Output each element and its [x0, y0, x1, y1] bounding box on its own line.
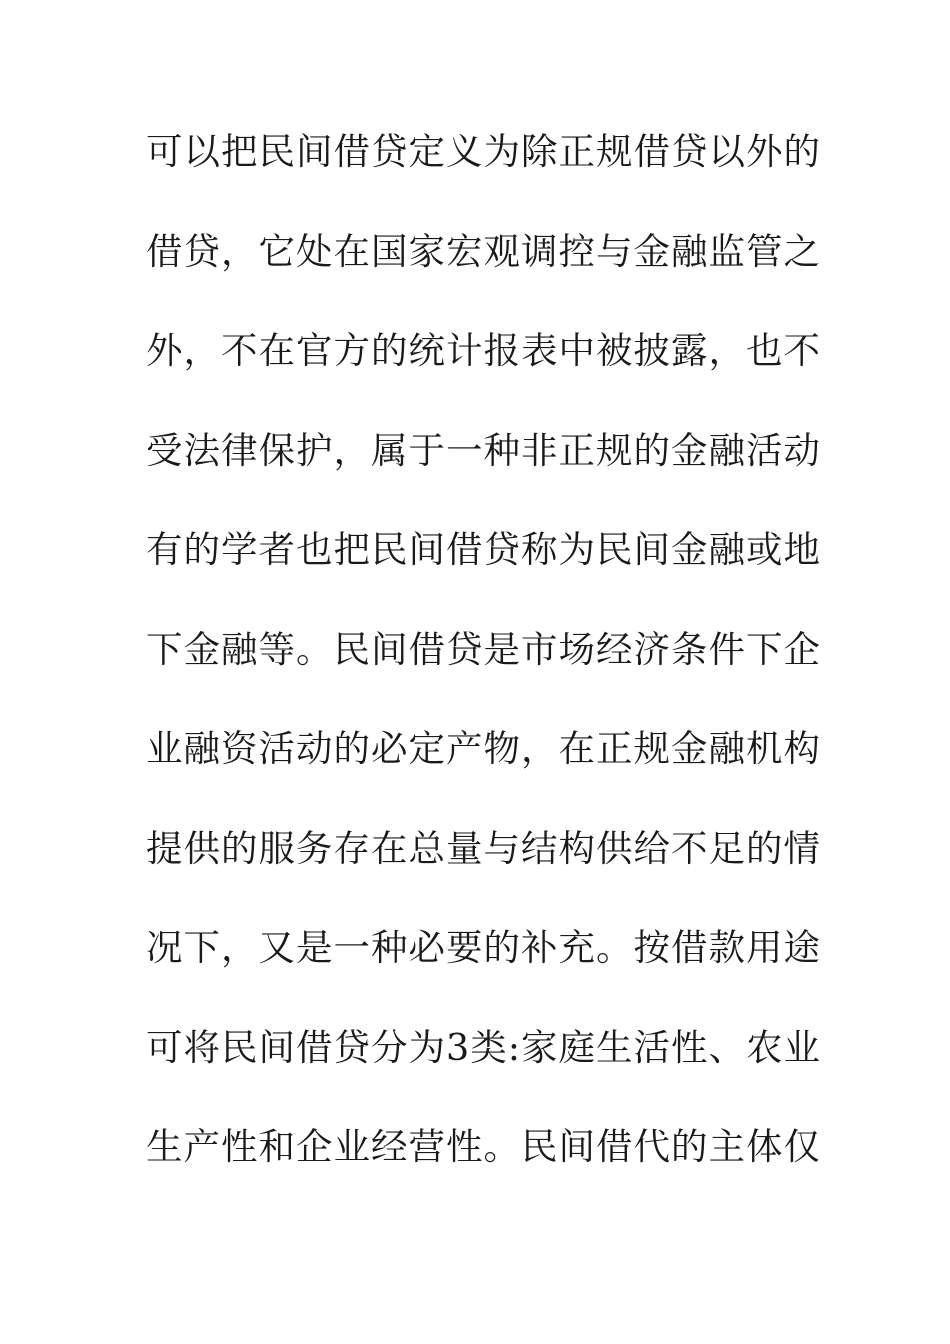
- text-line: 借贷，它处在国家宏观调控与金融监管之: [146, 229, 821, 273]
- text-line: 提供的服务存在总量与结构供给不足的情: [146, 826, 821, 870]
- text-line: 可以把民间借贷定义为除正规借贷以外的: [146, 130, 821, 173]
- text-line: 可将民间借贷分为3类:家庭生活性、农业: [146, 1025, 822, 1069]
- body-paragraph: [146, 122, 826, 1217]
- text-line: 外，不在官方的统计报表中被披露，也不: [146, 329, 821, 372]
- text-line: 业融资活动的必定产物，在正规金融机构: [146, 727, 821, 770]
- text-line: 况下，又是一种必要的补充。按借款用途: [146, 926, 821, 969]
- text-line: 受法律保护，属于一种非正规的金融活动: [146, 428, 821, 472]
- text-line: 有的学者也把民间借贷称为民间金融或地: [146, 528, 821, 571]
- text-line: 下金融等。民间借贷是市场经济条件下企: [146, 627, 821, 671]
- text-line: 生产性和企业经营性。民间借代的主体仅: [146, 1125, 821, 1168]
